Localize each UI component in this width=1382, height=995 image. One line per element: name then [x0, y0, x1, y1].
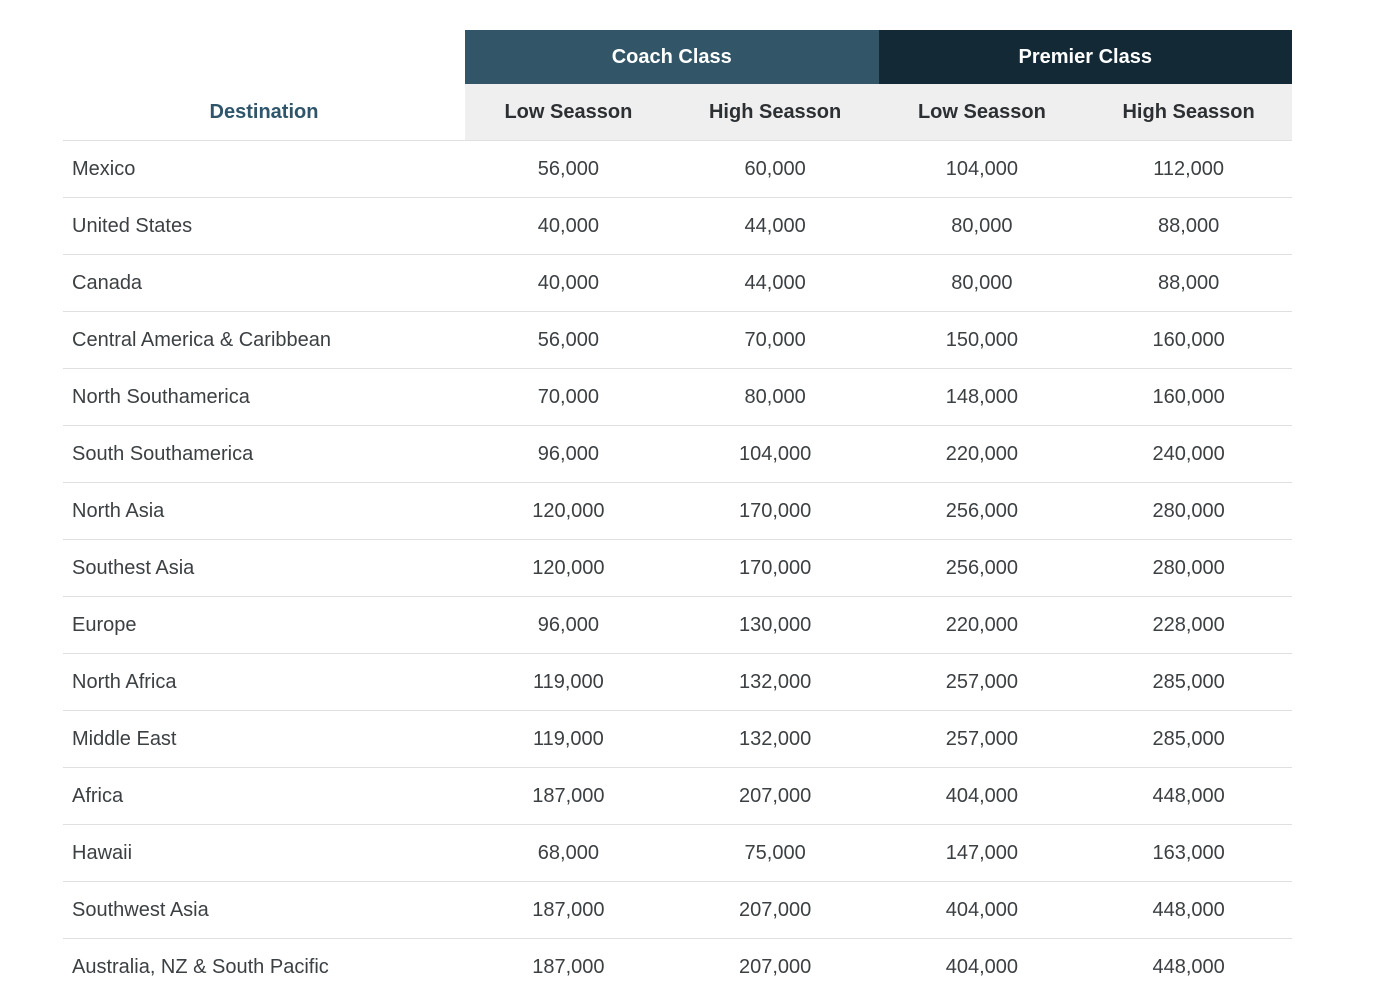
- destination-cell: North Southamerica: [72, 386, 250, 408]
- value-cell: 88,000: [1158, 215, 1220, 237]
- value-cell: 88,000: [1158, 272, 1220, 294]
- coach-high-season-header: High Seasson: [672, 84, 879, 140]
- value-cell: 96,000: [537, 443, 599, 465]
- value-cell: 60,000: [744, 158, 806, 180]
- table-row: [63, 881, 1292, 938]
- table-row: [63, 938, 1292, 995]
- value-cell: 104,000: [945, 158, 1019, 180]
- season-subheader-row: [63, 84, 1292, 140]
- destination-cell: Central America & Caribbean: [72, 329, 332, 351]
- value-cell: 220,000: [945, 443, 1019, 465]
- value-cell: 187,000: [532, 956, 605, 978]
- table-row: [63, 368, 1292, 425]
- premier-class-header: Premier Class: [879, 30, 1293, 84]
- table-row: [63, 254, 1292, 311]
- value-cell: 40,000: [537, 215, 599, 237]
- value-cell: 170,000: [738, 500, 812, 522]
- value-cell: 207,000: [738, 785, 812, 807]
- table-row: [63, 824, 1292, 881]
- destination-column-header: Destination: [63, 84, 465, 140]
- value-cell: 404,000: [945, 785, 1019, 807]
- value-cell: 228,000: [1152, 614, 1225, 636]
- value-cell: 256,000: [945, 557, 1019, 579]
- table-row: [63, 596, 1292, 653]
- destination-cell: United States: [72, 215, 193, 237]
- destination-cell: Australia, NZ & South Pacific: [72, 956, 329, 978]
- value-cell: 448,000: [1152, 899, 1225, 921]
- value-cell: 70,000: [744, 329, 806, 351]
- value-cell: 119,000: [532, 728, 604, 750]
- value-cell: 147,000: [945, 842, 1019, 864]
- value-cell: 104,000: [738, 443, 812, 465]
- destination-cell: Africa: [72, 785, 124, 807]
- value-cell: 80,000: [951, 215, 1013, 237]
- value-cell: 40,000: [537, 272, 599, 294]
- table-row: [63, 653, 1292, 710]
- table-row: [63, 710, 1292, 767]
- value-cell: 280,000: [1152, 500, 1225, 522]
- value-cell: 130,000: [738, 614, 812, 636]
- value-cell: 207,000: [738, 956, 812, 978]
- value-cell: 187,000: [532, 899, 605, 921]
- destination-cell: Europe: [72, 614, 137, 636]
- value-cell: 44,000: [744, 215, 806, 237]
- value-cell: 56,000: [537, 158, 599, 180]
- table-row: [63, 539, 1292, 596]
- class-group-header-row: [63, 30, 1292, 84]
- value-cell: 132,000: [738, 728, 812, 750]
- destination-cell: Middle East: [72, 728, 177, 750]
- value-cell: 120,000: [532, 500, 605, 522]
- premier-high-season-header: High Seasson: [1085, 84, 1292, 140]
- destination-cell: Southest Asia: [72, 557, 195, 579]
- table-row: [63, 311, 1292, 368]
- destination-cell: Southwest Asia: [72, 899, 209, 921]
- value-cell: 96,000: [537, 614, 599, 636]
- value-cell: 119,000: [532, 671, 604, 693]
- value-cell: 80,000: [744, 386, 806, 408]
- table-row: [63, 425, 1292, 482]
- coach-low-season-header: Low Seasson: [465, 84, 672, 140]
- value-cell: 56,000: [537, 329, 599, 351]
- value-cell: 80,000: [951, 272, 1013, 294]
- destination-cell: Mexico: [72, 158, 136, 180]
- value-cell: 112,000: [1153, 158, 1225, 180]
- value-cell: 257,000: [945, 671, 1019, 693]
- value-cell: 148,000: [945, 386, 1019, 408]
- value-cell: 132,000: [738, 671, 812, 693]
- value-cell: 257,000: [945, 728, 1019, 750]
- value-cell: 280,000: [1152, 557, 1225, 579]
- value-cell: 285,000: [1152, 728, 1225, 750]
- value-cell: 44,000: [744, 272, 806, 294]
- value-cell: 285,000: [1152, 671, 1225, 693]
- value-cell: 70,000: [537, 386, 599, 408]
- value-cell: 187,000: [532, 785, 605, 807]
- value-cell: 150,000: [945, 329, 1019, 351]
- table-row: [63, 140, 1292, 197]
- value-cell: 404,000: [945, 899, 1019, 921]
- value-cell: 75,000: [744, 842, 806, 864]
- table-row: [63, 482, 1292, 539]
- value-cell: 448,000: [1152, 956, 1225, 978]
- premier-low-season-header: Low Seasson: [879, 84, 1086, 140]
- value-cell: 160,000: [1152, 329, 1225, 351]
- table-body: [63, 140, 1292, 995]
- value-cell: 256,000: [945, 500, 1019, 522]
- value-cell: 220,000: [945, 614, 1019, 636]
- value-cell: 448,000: [1152, 785, 1225, 807]
- destination-cell: Hawaii: [72, 842, 133, 864]
- value-cell: 170,000: [738, 557, 812, 579]
- award-chart-table: [63, 30, 1292, 995]
- value-cell: 163,000: [1152, 842, 1225, 864]
- destination-cell: North Asia: [72, 500, 165, 522]
- destination-cell: South Southamerica: [72, 443, 254, 465]
- destination-cell: Canada: [72, 272, 143, 294]
- value-cell: 120,000: [532, 557, 605, 579]
- value-cell: 240,000: [1152, 443, 1225, 465]
- coach-class-header: Coach Class: [465, 30, 879, 84]
- value-cell: 404,000: [945, 956, 1019, 978]
- value-cell: 68,000: [537, 842, 599, 864]
- destination-header-spacer: [63, 30, 465, 84]
- destination-cell: North Africa: [72, 671, 177, 693]
- value-cell: 160,000: [1152, 386, 1225, 408]
- value-cell: 207,000: [738, 899, 812, 921]
- table-row: [63, 197, 1292, 254]
- table-row: [63, 767, 1292, 824]
